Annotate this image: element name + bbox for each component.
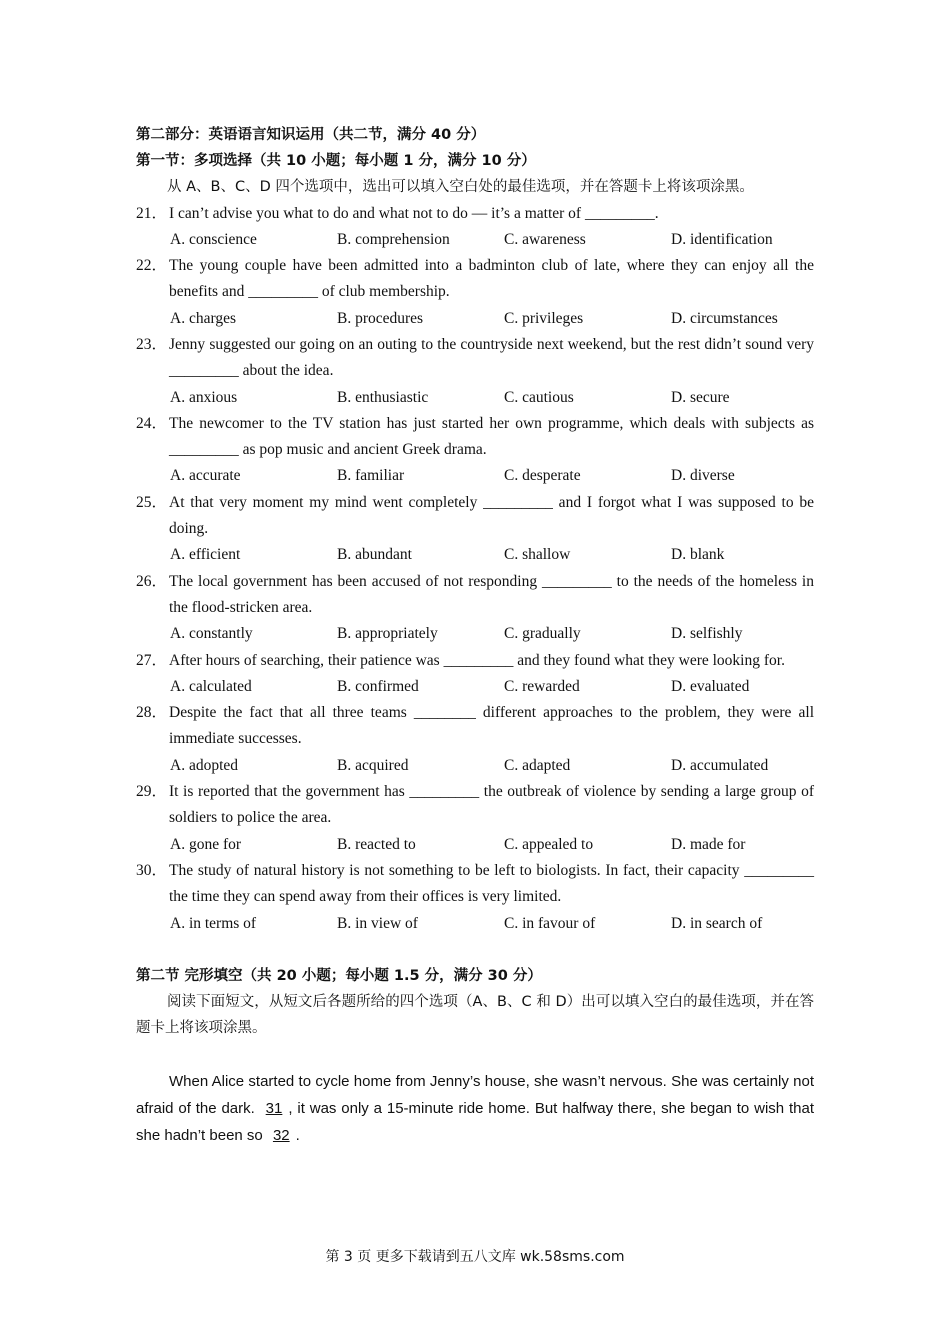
question-stem: Despite the fact that all three teams ________ different approaches to the problem, they were all immediate successes. <box>169 704 814 748</box>
answer-option: A. conscience <box>170 230 257 248</box>
question <box>136 411 814 464</box>
answer-option: D. selfishly <box>671 625 743 643</box>
passage-text: , it was only a 15-minute ride home. But halfway there, she began to wish that she hadn’t been so <box>136 1099 815 1144</box>
answer-option: C. desperate <box>504 467 581 485</box>
answer-option: C. adapted <box>504 756 571 774</box>
blank-31: 31 <box>265 1099 283 1117</box>
answer-option: C. shallow <box>504 546 571 564</box>
answer-option: B. appropriately <box>337 625 438 643</box>
passage-text: . <box>295 1126 300 1144</box>
question <box>136 253 814 306</box>
answer-option: A. gone for <box>170 835 242 853</box>
question-stem: Jenny suggested our going on an outing to the countryside next weekend, but the rest didn’t sound very _________ about the idea. <box>169 335 814 380</box>
option-row <box>136 542 814 568</box>
answer-option: B. acquired <box>337 756 409 774</box>
question <box>136 700 814 753</box>
question-number: 21． <box>136 204 168 222</box>
question-list <box>136 201 814 937</box>
question <box>136 858 814 911</box>
answer-option: B. enthusiastic <box>337 388 429 406</box>
option-row <box>136 621 814 647</box>
question-stem: The local government has been accused of not responding _________ to the needs of the homeless in the flood-stricken area. <box>169 572 814 616</box>
page-footer: 第 3 页 更多下载请到五八文库 wk.58sms.com <box>325 1249 625 1265</box>
question <box>136 332 814 385</box>
option-row <box>136 674 814 700</box>
question-number: 28． <box>136 704 168 722</box>
question-number: 26． <box>136 572 168 590</box>
question <box>136 648 814 674</box>
section-title: 第二部分：英语语言知识运用（共二节，满分 40 分） <box>136 127 486 143</box>
question-stem: The young couple have been admitted into a badminton club of late, where they can enjoy all the benefits and _________ of club membership. <box>169 257 814 301</box>
answer-option: C. privileges <box>504 309 584 327</box>
question-stem: I can’t advise you what to do and what not to do — it’s a matter of _________. <box>169 204 659 222</box>
cloze-passage <box>136 1068 814 1149</box>
answer-option: D. accumulated <box>671 756 769 774</box>
answer-option: B. abundant <box>337 546 412 564</box>
answer-option: C. awareness <box>504 230 586 248</box>
part-one-title: 第一节：多项选择（共 10 小题；每小题 1 分，满分 10 分） <box>136 153 536 169</box>
answer-option: A. efficient <box>170 546 241 564</box>
answer-option: B. procedures <box>337 309 424 327</box>
question-number: 25． <box>136 493 168 511</box>
question-stem: The newcomer to the TV station has just started her own programme, which deals with subjects as _________ as pop music and ancient Greek drama. <box>169 414 814 459</box>
question-number: 30． <box>136 861 168 879</box>
answer-option: C. rewarded <box>504 677 580 695</box>
exam-page <box>136 122 814 1149</box>
answer-option: D. in search of <box>671 914 763 932</box>
answer-option: D. blank <box>671 546 725 564</box>
question-number: 22． <box>136 257 168 275</box>
option-row <box>136 911 814 937</box>
question <box>136 201 814 227</box>
part-one-instructions: 从 A、B、C、D 四个选项中，选出可以填入空白处的最佳选项，并在答题卡上将该项涂黑。 <box>167 179 754 195</box>
answer-option: A. accurate <box>170 467 241 485</box>
option-row <box>136 753 814 779</box>
option-row <box>136 227 814 253</box>
answer-option: B. reacted to <box>337 835 416 853</box>
answer-option: A. in terms of <box>170 914 257 932</box>
blank-32: 32 <box>272 1126 290 1144</box>
question-number: 27． <box>136 651 168 669</box>
answer-option: D. secure <box>671 388 730 406</box>
answer-option: B. comprehension <box>337 230 450 248</box>
option-row <box>136 832 814 858</box>
cloze-instructions: 阅读下面短文，从短文后各题所给的四个选项（A、B、C 和 D）出可以填入空白的最佳选项，并在答题卡上将该项涂黑。 <box>136 993 814 1037</box>
answer-option: B. familiar <box>337 467 405 485</box>
question-stem: It is reported that the government has _________ the outbreak of violence by sending a large group of soldiers to police the area. <box>169 783 814 827</box>
answer-option: D. identification <box>671 230 773 248</box>
answer-option: C. in favour of <box>504 914 596 932</box>
answer-option: D. diverse <box>671 467 735 485</box>
answer-option: D. evaluated <box>671 677 750 695</box>
answer-option: B. confirmed <box>337 677 419 695</box>
answer-option: A. calculated <box>170 677 252 695</box>
answer-option: B. in view of <box>337 914 418 932</box>
answer-option: A. adopted <box>170 756 239 774</box>
question-number: 29． <box>136 783 168 801</box>
answer-option: A. constantly <box>170 625 253 643</box>
answer-option: A. anxious <box>170 388 238 406</box>
cloze-title: 第二节 完形填空（共 20 小题；每小题 1.5 分，满分 30 分） <box>136 967 542 984</box>
answer-option: C. appealed to <box>504 835 594 853</box>
question <box>136 569 814 622</box>
option-row <box>136 463 814 489</box>
question <box>136 490 814 543</box>
question <box>136 779 814 832</box>
question-stem: At that very moment my mind went completely _________ and I forgot what I was supposed to be doing. <box>169 493 814 538</box>
question-stem: The study of natural history is not something to be left to biologists. In fact, their capacity _________ the time they can spend away from their offices is very limited. <box>169 861 814 906</box>
answer-option: C. cautious <box>504 388 574 406</box>
passage-text: When Alice started to cycle home from Jenny’s house, she wasn’t nervous. She was certainly not afraid of the dark. <box>136 1072 814 1117</box>
answer-option: D. made for <box>671 835 746 853</box>
option-row <box>136 385 814 411</box>
option-row <box>136 306 814 332</box>
answer-option: D. circumstances <box>671 309 778 327</box>
question-number: 24． <box>136 414 168 432</box>
question-stem: After hours of searching, their patience was _________ and they found what they were looking for. <box>169 651 785 669</box>
answer-option: C. gradually <box>504 625 581 643</box>
question-number: 23． <box>136 335 168 353</box>
answer-option: A. charges <box>170 309 236 327</box>
